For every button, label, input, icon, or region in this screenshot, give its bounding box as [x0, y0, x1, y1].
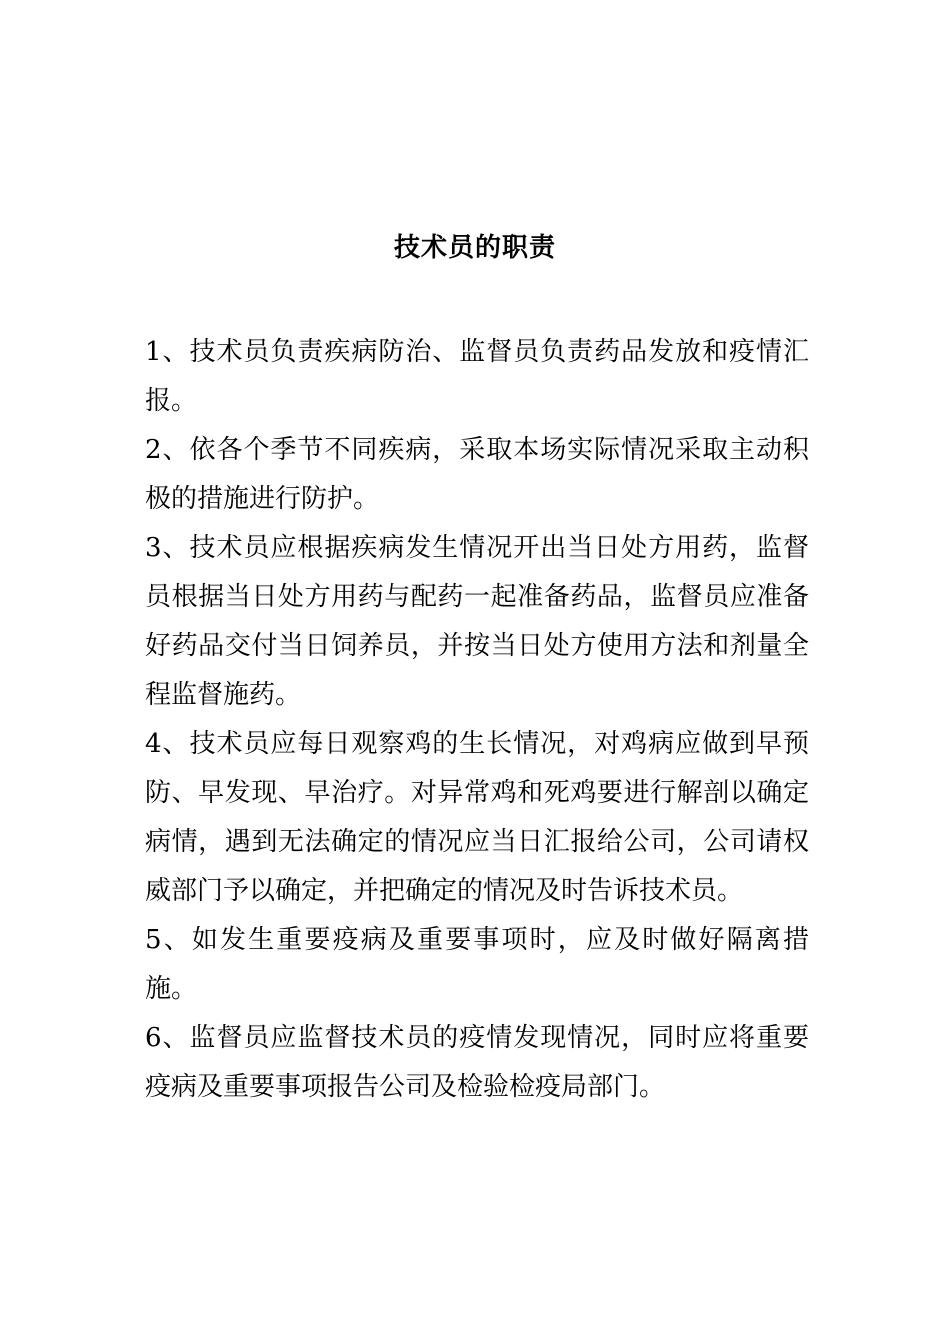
clause-3: 3、技术员应根据疾病发生情况开出当日处方用药，监督员根据当日处方用药与配药一起准备药品，监督员应准备好药品交付当日饲养员，并按当日处方使用方法和剂量全程监督施药。	[145, 533, 809, 710]
clause-1: 1、技术员负责疾病防治、监督员负责药品发放和疫情汇报。	[145, 337, 809, 416]
clause-4: 4、技术员应每日观察鸡的生长情况，对鸡病应做到早预防、早发现、早治疗。对异常鸡和死鸡要进行解剖以确定病情，遇到无法确定的情况应当日汇报给公司，公司请权威部门予以确定，并把确定的情况及时告诉技术员。	[145, 729, 809, 906]
document-body	[145, 328, 809, 1112]
clause-6: 6、监督员应监督技术员的疫情发现情况，同时应将重要疫病及重要事项报告公司及检验检疫局部门。	[145, 1023, 809, 1102]
clause-2: 2、依各个季节不同疾病，采取本场实际情况采取主动积极的措施进行防护。	[145, 435, 809, 514]
clause-5: 5、如发生重要疫病及重要事项时，应及时做好隔离措施。	[145, 925, 809, 1004]
document-title: 技术员的职责	[393, 233, 556, 263]
